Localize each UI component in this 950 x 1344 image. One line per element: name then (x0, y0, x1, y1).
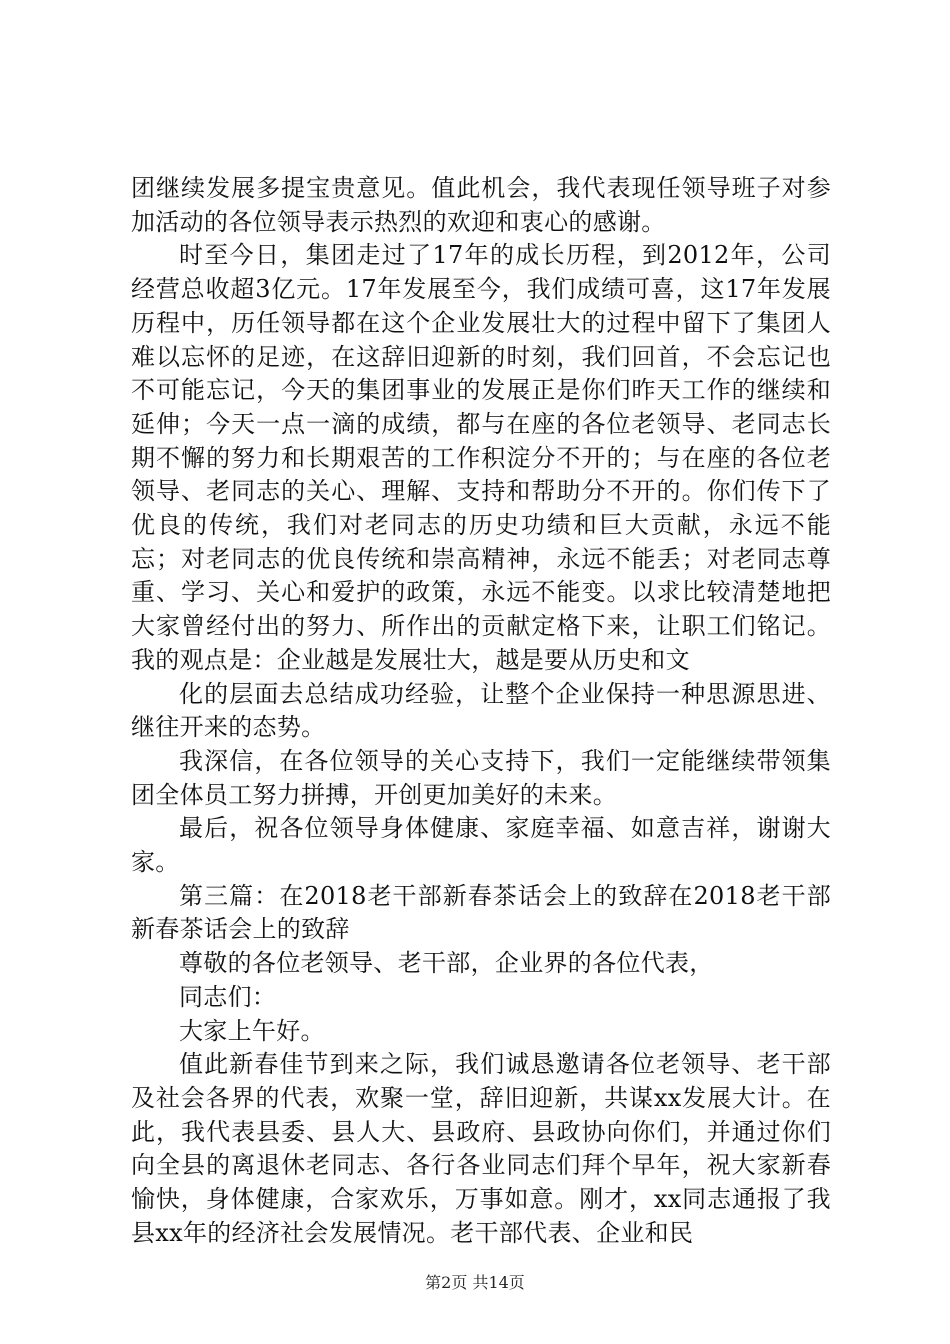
page-number-footer: 第2页 共14页 (425, 1273, 525, 1292)
paragraph-4: 我深信，在各位领导的关心支持下，我们一定能继续带领集团全体员工努力拼搏，开创更加美好的未来。 (131, 746, 831, 809)
paragraph-1: 团继续发展多提宝贵意见。值此机会，我代表现任领导班子对参加活动的各位领导表示热烈的欢迎和衷心的感谢。 (131, 174, 831, 236)
section-heading: 第三篇：在2018老干部新春茶话会上的致辞在2018老干部新春茶话会上的致辞 (131, 881, 831, 944)
salutation-comrades: 同志们： (179, 982, 277, 1011)
document-body (131, 172, 831, 1251)
paragraph-3: 化的层面去总结成功经验，让整个企业保持一种思源思进、继往开来的态势。 (131, 679, 831, 742)
paragraph-2: 时至今日，集团走过了17年的成长历程，到2012年，公司经营总收超3亿元。17年发展至今，我们成绩可喜，这17年发展历程中，历任领导都在这个企业发展壮大的过程中留下了集团人难以忘怀的足迹，在这辞旧迎新的时刻，我们回首，不会忘记也不可能忘记，今天的集团事业的发展正是你们昨天工作的继续和延伸；今天一点一滴的成绩，都与在座的各位老领导、老同志长期不懈的努力和长期艰苦的工作积淀分不开的；与在座的各位老领导、老同志的关心、理解、支持和帮助分不开的。你们传下了优良的传统，我们对老同志的历史功绩和巨大贡献，永远不能忘；对老同志的优良传统和崇高精神，永远不能丢；对老同志尊重、学习、关心和爱护的政策，永远不能变。以求比较清楚地把大家曾经付出的努力、所作出的贡献定格下来，让职工们铭记。我的观点是：企业越是发展壮大，越是要从历史和文 (131, 241, 831, 674)
greeting-line: 大家上午好。 (179, 1016, 325, 1045)
paragraph-10: 值此新春佳节到来之际，我们诚恳邀请各位老领导、老干部及社会各界的代表，欢聚一堂，辞旧迎新，共谋xx发展大计。在此，我代表县委、县人大、县政府、县政协向你们，并通过你们向全县的离退休老同志、各行各业同志们拜个早年，祝大家新春愉快，身体健康，合家欢乐，万事如意。刚才，xx同志通报了我县xx年的经济社会发展情况。老干部代表、企业和民 (131, 1050, 831, 1247)
paragraph-5: 最后，祝各位领导身体健康、家庭幸福、如意吉祥，谢谢大家。 (131, 814, 831, 877)
salutation-line: 尊敬的各位老领导、老干部，企业界的各位代表， (179, 949, 714, 978)
